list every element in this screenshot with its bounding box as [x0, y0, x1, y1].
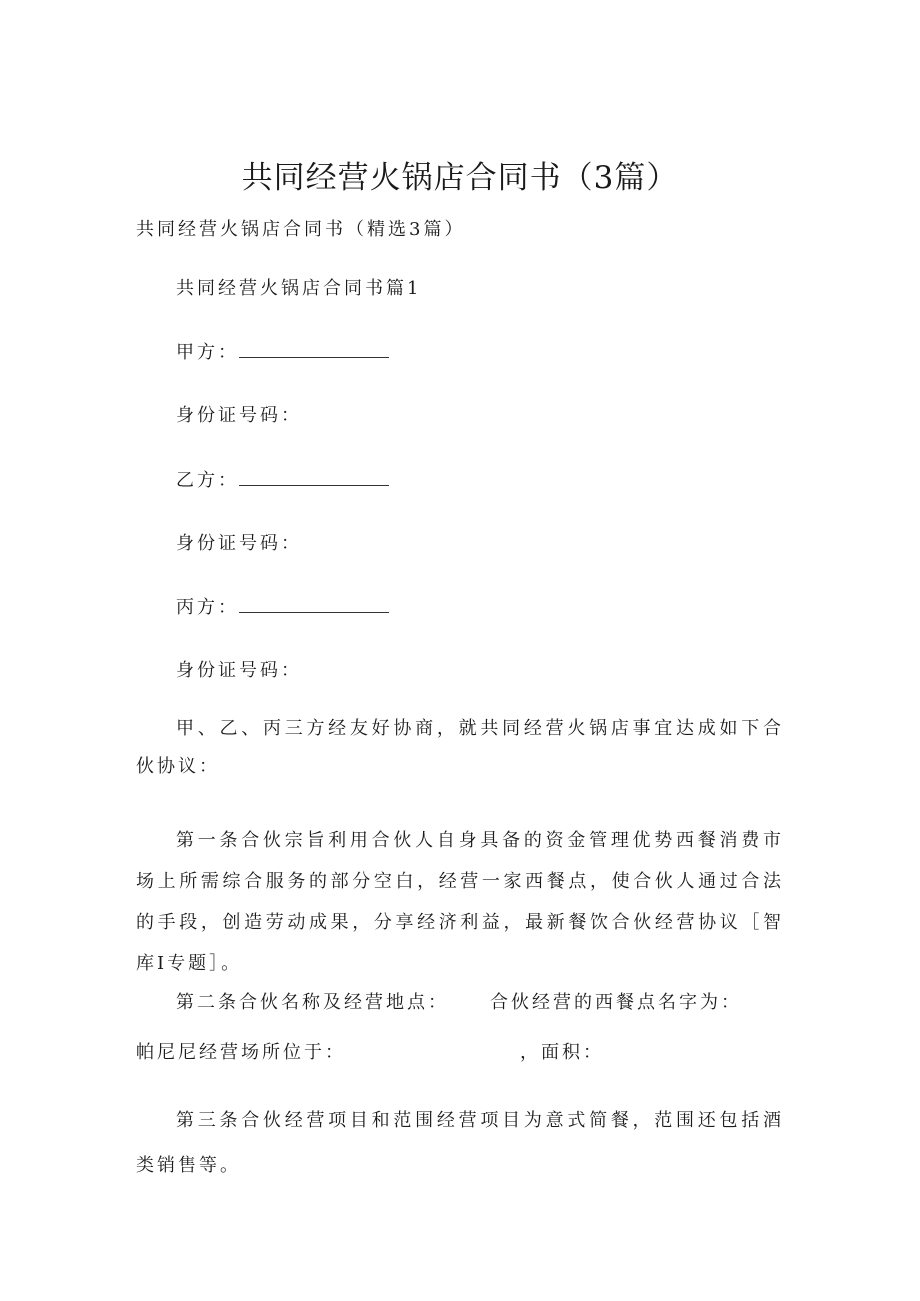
- document-title: 共同经营火锅店合同书（3篇）: [241, 160, 679, 196]
- id-label-3: 身份证号码：: [176, 660, 302, 681]
- party-c-blank: [239, 596, 389, 613]
- id-label-1: 身份证号码：: [176, 405, 302, 426]
- party-b-label: 乙方：: [176, 470, 239, 491]
- article-3-paragraph: 第三条合伙经营项目和范围经营项目为意式简餐，范围还包括酒类销售等。: [136, 1110, 784, 1176]
- party-b-blank: [239, 469, 389, 486]
- party-a-label: 甲方：: [176, 342, 239, 363]
- party-c-row: [176, 593, 389, 619]
- article-2-location-label: 帕尼尼经营场所位于：: [136, 1042, 346, 1063]
- party-b-row: [176, 466, 389, 492]
- article-2-heading: 第二条合伙名称及经营地点：: [176, 992, 449, 1013]
- article-1-paragraph: 第一条合伙宗旨利用合伙人自身具备的资金管理优势西餐消费市场上所需综合服务的部分空白，经营一家西餐点，使合伙人通过合法的手段，创造劳动成果，分享经济利益，最新餐饮合伙经营协议［智库I专题］。: [136, 830, 784, 974]
- article-2-name-label: 合伙经营的西餐点名字为：: [490, 992, 742, 1013]
- party-a-blank: [239, 341, 389, 358]
- article-2-area-label: ，面积：: [520, 1042, 604, 1063]
- document-subtitle: 共同经营火锅店合同书（精选3篇）: [136, 219, 466, 240]
- id-label-2: 身份证号码：: [176, 533, 302, 554]
- section-heading: 共同经营火锅店合同书篇1: [176, 278, 422, 299]
- party-c-label: 丙方：: [176, 597, 239, 618]
- party-a-row: [176, 338, 389, 364]
- intro-paragraph: 甲、乙、丙三方经友好协商，就共同经营火锅店事宜达成如下合伙协议：: [136, 718, 784, 777]
